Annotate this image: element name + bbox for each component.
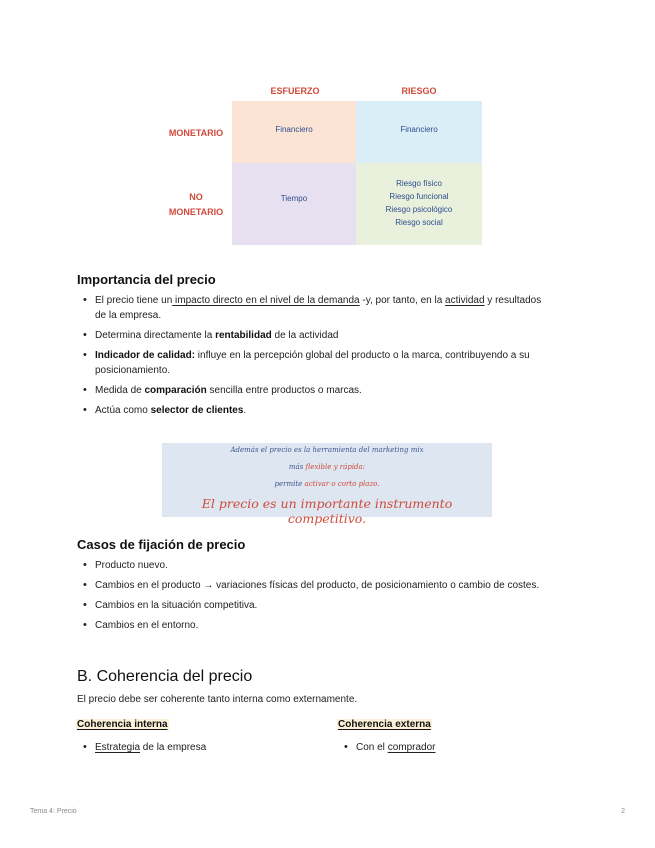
casos-list (77, 558, 547, 638)
importancia-list (77, 293, 547, 423)
underlined-text: comprador (387, 742, 436, 753)
list-item (77, 740, 297, 755)
text: . (243, 405, 247, 416)
text: Medida de (95, 385, 145, 396)
text: y resultados de la empresa. (95, 295, 542, 321)
risk-item: Riesgo físico (396, 179, 442, 188)
quote-line-2 (162, 463, 492, 471)
text: permite (274, 480, 305, 488)
footer-chapter: Tema 4: Precio (30, 808, 77, 815)
text: Con el (356, 742, 388, 753)
text: El precio tiene un (95, 295, 173, 306)
list-item: • Cambios en la situación competitiva. (77, 598, 547, 613)
bold-text: selector de clientes (150, 405, 244, 416)
matrix-cell-no-monetario-riesgo (356, 163, 482, 245)
list-item (77, 328, 547, 343)
matrix-row-header-monetario-2: MONETARIO (168, 207, 224, 217)
quote-line-1: Además el precio es la herramienta del marketing mix (230, 446, 424, 454)
text: más (288, 463, 306, 471)
risk-item: Riesgo social (395, 218, 443, 227)
matrix-cell-no-monetario-esfuerzo: Tiempo (232, 163, 356, 245)
quote-box (162, 443, 492, 526)
section-title-casos: Casos de fijación de precio (77, 537, 246, 552)
coherencia-interna-list (77, 740, 297, 760)
text: Actúa como (95, 405, 151, 416)
quote-line-3 (162, 480, 492, 488)
bold-text: comparación (144, 385, 207, 396)
coherencia-externa-heading: Coherencia externa (338, 719, 431, 730)
text: de la actividad (271, 330, 339, 341)
highlight-text: flexible y rápida: (305, 463, 366, 471)
highlight-text: activar o corto plazo. (304, 480, 380, 488)
list-item: • Cambios en el producto → variaciones físicas del producto, de posicionamiento o cambio de costes. (77, 578, 547, 593)
list-item: • Cambios en el entorno. (77, 618, 547, 633)
list-item (77, 403, 547, 418)
quote-headline: El precio es un importante instrumento competitivo. (201, 496, 453, 526)
list-item: • Producto nuevo. (77, 558, 547, 573)
matrix-row-header-monetario: MONETARIO (168, 128, 224, 138)
text: -y, por tanto, en la (359, 295, 446, 306)
matrix-cell-monetario-esfuerzo: Financiero (232, 101, 356, 163)
coherencia-interna-heading: Coherencia interna (77, 719, 168, 730)
list-item (77, 293, 547, 323)
list-item (77, 383, 547, 398)
coherencia-intro: El precio debe ser coherente tanto interna como externamente. (77, 694, 358, 705)
risk-item: Riesgo funcional (389, 192, 449, 201)
matrix-col-header-esfuerzo: ESFUERZO (270, 86, 320, 96)
underlined-text: Estrategia (95, 742, 141, 753)
section-title-importancia: Importancia del precio (77, 272, 216, 287)
coherencia-externa-list (338, 740, 558, 760)
underlined-text: actividad (445, 295, 485, 306)
matrix-row-header-no: NO (189, 192, 203, 202)
matrix-col-header-riesgo: RIESGO (401, 86, 437, 96)
matrix-cell-monetario-riesgo: Financiero (356, 101, 482, 163)
matrix-row-header-no-monetario (156, 190, 236, 220)
page-number: 2 (621, 808, 625, 815)
risk-item: Riesgo psicológico (385, 205, 453, 214)
list-item (338, 740, 558, 755)
text: Determina directamente la (95, 330, 216, 341)
bold-text: Indicador de calidad: (95, 350, 196, 361)
text: influye en la percepción global del producto o la marca, contribuyendo a su posicionamiento. (95, 350, 530, 376)
bold-text: rentabilidad (215, 330, 272, 341)
text: sencilla entre productos o marcas. (206, 385, 362, 396)
section-title-coherencia: B. Coherencia del precio (77, 668, 253, 685)
risk-effort-matrix (0, 0, 655, 250)
underlined-text: impacto directo en el nivel de la demanda (172, 295, 360, 306)
text: de la empresa (140, 742, 207, 753)
list-item (77, 348, 547, 378)
